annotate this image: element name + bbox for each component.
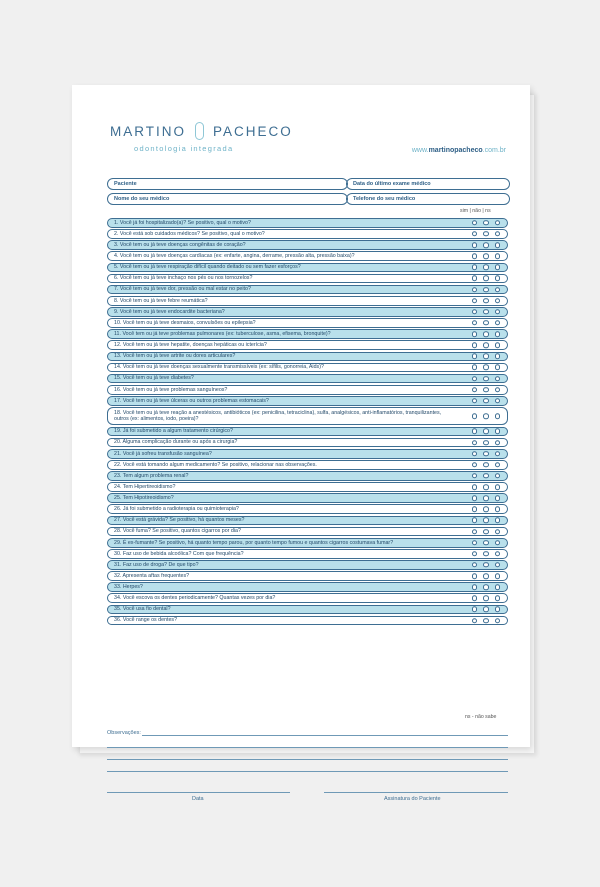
- website-prefix: www.: [411, 147, 429, 154]
- question-row: [107, 307, 508, 317]
- answer-options: [472, 287, 501, 293]
- sim-radio[interactable]: [472, 276, 478, 282]
- answer-options: [472, 440, 501, 446]
- nao-radio[interactable]: [483, 451, 489, 457]
- sim-radio[interactable]: [472, 551, 478, 557]
- nao-radio[interactable]: [483, 398, 489, 404]
- nao-radio[interactable]: [483, 342, 489, 348]
- ns-radio[interactable]: [495, 298, 501, 304]
- nao-radio[interactable]: [483, 298, 489, 304]
- question-text: 3. Você tem ou já teve doenças congênitas de coração?: [114, 241, 246, 248]
- sim-radio[interactable]: [472, 298, 478, 304]
- sim-radio[interactable]: [472, 387, 478, 393]
- ns-radio[interactable]: [495, 507, 501, 513]
- nao-radio[interactable]: [483, 484, 489, 490]
- question-row: [107, 274, 508, 284]
- question-row: [107, 374, 508, 384]
- answer-options: [472, 413, 501, 419]
- brand-name-right: PACHECO: [213, 123, 293, 139]
- question-text: 34. Você escova os dentes periodicamente? Quantas vezes por dia?: [114, 595, 276, 602]
- question-row: [107, 582, 508, 592]
- question-row: [107, 296, 508, 306]
- question-row: [107, 482, 508, 492]
- nao-radio[interactable]: [483, 265, 489, 271]
- answer-options: [472, 231, 501, 237]
- question-text: 25. Tem Hipotireoidismo?: [114, 495, 174, 501]
- answer-options: [472, 376, 501, 382]
- answer-options: [472, 618, 501, 624]
- nao-radio[interactable]: [483, 220, 489, 226]
- ns-radio[interactable]: [495, 376, 501, 382]
- question-text: 33. Herpes?: [114, 584, 143, 590]
- sim-radio[interactable]: [472, 287, 478, 293]
- answer-options: [472, 309, 501, 315]
- last-exam-label: Data do último exame médico: [353, 181, 431, 187]
- answer-options: [472, 398, 501, 404]
- sim-radio[interactable]: [472, 242, 478, 248]
- question-row: [107, 229, 508, 239]
- answer-options: [472, 529, 501, 535]
- question-text: 24. Tem Hipertireoidismo?: [114, 483, 176, 490]
- ns-radio[interactable]: [495, 429, 501, 435]
- observations-label: Observações:: [107, 730, 141, 736]
- answer-options: [472, 607, 501, 613]
- answer-options: [472, 276, 501, 282]
- doctor-name-field[interactable]: [107, 193, 348, 205]
- nao-radio[interactable]: [483, 354, 489, 360]
- question-text: 4. Você tem ou já teve doenças cardíacas (ex: enfarte, angina, derrame, pressão alta, pressão baixa)?: [114, 253, 355, 260]
- answer-options: [472, 451, 501, 457]
- question-text: 13. Você tem ou já teve artrite ou dores articulares?: [114, 353, 236, 360]
- ns-radio[interactable]: [495, 287, 501, 293]
- sim-radio[interactable]: [472, 462, 478, 468]
- question-row: [107, 616, 508, 626]
- nao-radio[interactable]: [483, 540, 489, 546]
- answer-column-headers: sim | não | ns: [460, 208, 491, 214]
- ns-radio[interactable]: [495, 484, 501, 490]
- question-row: [107, 471, 508, 481]
- sim-radio[interactable]: [472, 573, 478, 579]
- nao-radio[interactable]: [483, 365, 489, 371]
- nao-radio[interactable]: [483, 618, 489, 624]
- sim-radio[interactable]: [472, 495, 478, 501]
- answer-options: [472, 573, 501, 579]
- last-exam-field[interactable]: [346, 178, 510, 190]
- nao-radio[interactable]: [483, 253, 489, 259]
- nao-radio[interactable]: [483, 551, 489, 557]
- sim-radio[interactable]: [472, 413, 478, 419]
- question-text: 18. Você tem ou já teve reação a anestésicos, antibióticos (ex: penicilina, tetraciclina), sulfa, analgésicos, anti-inflamatórios, tranquilizantes, outros (ex: alimentos, iodo, poeira)?: [114, 409, 442, 423]
- nao-radio[interactable]: [483, 518, 489, 524]
- question-text: 16. Você tem ou já teve problemas sanguíneos?: [114, 386, 228, 393]
- question-text: 9. Você tem ou já teve endocardite bacteriana?: [114, 308, 225, 315]
- question-text: 2. Você está sob cuidados médicos? Se positivo, qual o motivo?: [114, 230, 265, 237]
- answer-options: [472, 484, 501, 490]
- answer-options: [472, 298, 501, 304]
- ns-radio[interactable]: [495, 413, 501, 419]
- sim-radio[interactable]: [472, 584, 478, 590]
- sim-radio[interactable]: [472, 484, 478, 490]
- nao-radio[interactable]: [483, 562, 489, 568]
- question-row: [107, 593, 508, 603]
- signature-label: Assinatura do Paciente: [384, 796, 441, 802]
- answer-options: [472, 220, 501, 226]
- nao-radio[interactable]: [483, 376, 489, 382]
- answer-options: [472, 551, 501, 557]
- question-row: [107, 407, 508, 425]
- question-row: [107, 329, 508, 339]
- nao-radio[interactable]: [483, 573, 489, 579]
- ns-radio[interactable]: [495, 584, 501, 590]
- website-domain: martinopacheco: [428, 147, 483, 154]
- sim-radio[interactable]: [472, 529, 478, 535]
- brand-tagline: odontologia integrada: [134, 144, 234, 153]
- question-row: [107, 538, 508, 548]
- nao-radio[interactable]: [483, 242, 489, 248]
- question-text: 7. Você tem ou já teve dor, pressão ou mal estar no peito?: [114, 286, 251, 293]
- doctor-phone-field[interactable]: [346, 193, 510, 205]
- question-text: 6. Você tem ou já teve inchaço nos pés ou nos tornozelos?: [114, 275, 253, 282]
- nao-radio[interactable]: [483, 507, 489, 513]
- answer-options: [472, 562, 501, 568]
- sim-radio[interactable]: [472, 220, 478, 226]
- ns-radio[interactable]: [495, 607, 501, 613]
- question-row: [107, 352, 508, 362]
- nao-radio[interactable]: [483, 495, 489, 501]
- ns-radio[interactable]: [495, 540, 501, 546]
- nao-radio[interactable]: [483, 387, 489, 393]
- ns-radio[interactable]: [495, 253, 501, 259]
- nao-radio[interactable]: [483, 413, 489, 419]
- nao-radio[interactable]: [483, 309, 489, 315]
- question-row: [107, 340, 508, 350]
- nao-radio[interactable]: [483, 331, 489, 337]
- patient-label: Paciente: [114, 181, 137, 187]
- form-sheet: [72, 85, 530, 802]
- question-text: 28. Você fuma? Se positivo, quantos cigarros por dia?: [114, 528, 241, 535]
- question-text: 35. Você usa fio dental?: [114, 606, 171, 613]
- brand-name-left: MARTINO: [110, 123, 187, 139]
- answer-options: [472, 429, 501, 435]
- answer-options: [472, 387, 501, 393]
- answer-options: [472, 342, 501, 348]
- brand-logo: [110, 122, 293, 140]
- question-text: 26. Já foi submetido a radioterapia ou quimioterapia?: [114, 506, 239, 513]
- sim-radio[interactable]: [472, 507, 478, 513]
- question-text: 10. Você tem ou já teve desmaios, convulsões ou epilepsia?: [114, 319, 256, 326]
- answer-options: [472, 242, 501, 248]
- nao-radio[interactable]: [483, 473, 489, 479]
- answer-options: [472, 518, 501, 524]
- sim-radio[interactable]: [472, 354, 478, 360]
- ns-radio[interactable]: [495, 529, 501, 535]
- sim-radio[interactable]: [472, 320, 478, 326]
- question-row: [107, 460, 508, 470]
- question-text: 23. Tem algum problema renal?: [114, 472, 189, 479]
- question-row: [107, 560, 508, 570]
- ns-radio[interactable]: [495, 551, 501, 557]
- answer-options: [472, 354, 501, 360]
- sim-radio[interactable]: [472, 342, 478, 348]
- ns-radio[interactable]: [495, 473, 501, 479]
- sim-radio[interactable]: [472, 398, 478, 404]
- logo-mark-icon: [195, 122, 204, 140]
- answer-options: [472, 473, 501, 479]
- sim-radio[interactable]: [472, 540, 478, 546]
- sim-radio[interactable]: [472, 429, 478, 435]
- nao-radio[interactable]: [483, 440, 489, 446]
- ns-radio[interactable]: [495, 309, 501, 315]
- nao-radio[interactable]: [483, 462, 489, 468]
- ns-radio[interactable]: [495, 231, 501, 237]
- nao-radio[interactable]: [483, 607, 489, 613]
- answer-options: [472, 265, 501, 271]
- question-text: 30. Faz uso de bebida alcoólica? Com que frequência?: [114, 550, 244, 557]
- sim-radio[interactable]: [472, 562, 478, 568]
- question-text: 22. Você está tomando algum medicamento? Se positivo, relacionar nas observações.: [114, 461, 317, 468]
- answer-options: [472, 584, 501, 590]
- sim-radio[interactable]: [472, 518, 478, 524]
- question-text: 29. É ex-fumante? Se positivo, há quanto tempo parou, por quanto tempo fumou e quantos cigarros costumava fumar?: [114, 539, 394, 546]
- question-row: [107, 396, 508, 406]
- ns-radio[interactable]: [495, 354, 501, 360]
- question-text: 31. Faz uso de droga? De que tipo?: [114, 561, 199, 568]
- question-text: 21. Você já sofreu transfusão sanguínea?: [114, 450, 212, 457]
- question-text: 36. Você range os dentes?: [114, 617, 178, 624]
- question-row: [107, 549, 508, 559]
- ns-radio[interactable]: [495, 342, 501, 348]
- question-row: [107, 516, 508, 526]
- sim-radio[interactable]: [472, 365, 478, 371]
- question-text: 15. Você tem ou já teve diabetes?: [114, 375, 194, 382]
- ns-radio[interactable]: [495, 462, 501, 468]
- doctor-name-label: Nome do seu médico: [114, 196, 170, 202]
- question-row: [107, 218, 508, 228]
- question-row: [107, 285, 508, 295]
- ns-radio[interactable]: [495, 562, 501, 568]
- legend-note: ns - não sabe: [465, 714, 497, 720]
- question-row: [107, 504, 508, 514]
- ns-radio[interactable]: [495, 518, 501, 524]
- website-suffix: .com.br: [482, 147, 506, 154]
- ns-radio[interactable]: [495, 596, 501, 602]
- sim-radio[interactable]: [472, 331, 478, 337]
- ns-radio[interactable]: [495, 387, 501, 393]
- sim-radio[interactable]: [472, 440, 478, 446]
- observations-line[interactable]: [142, 735, 508, 736]
- nao-radio[interactable]: [483, 276, 489, 282]
- ns-radio[interactable]: [495, 242, 501, 248]
- nao-radio[interactable]: [483, 529, 489, 535]
- sim-radio[interactable]: [472, 253, 478, 259]
- question-row: [107, 251, 508, 261]
- question-text: 19. Já foi submetido a algum tratamento cirúrgico?: [114, 428, 233, 435]
- nao-radio[interactable]: [483, 320, 489, 326]
- sim-radio[interactable]: [472, 607, 478, 613]
- answer-options: [472, 540, 501, 546]
- question-text: 20. Alguma complicação durante ou após a cirurgia?: [114, 439, 238, 446]
- date-signature-line[interactable]: [107, 792, 290, 793]
- question-text: 11. Você tem ou já teve problemas pulmonares (ex: tuberculose, asma, efisema, bronquite)?: [114, 330, 331, 337]
- sim-radio[interactable]: [472, 618, 478, 624]
- questions-list: [107, 218, 508, 627]
- question-text: 27. Você está grávida? Se positivo, há quantos meses?: [114, 517, 245, 524]
- question-text: 14. Você tem ou já teve doenças sexualmente transmissíveis (ex: sífilis, gonorreia, Aids)?: [114, 364, 324, 371]
- question-text: 12. Você tem ou já teve hepatite, doenças hepáticas ou icterícia?: [114, 342, 267, 349]
- nao-radio[interactable]: [483, 231, 489, 237]
- question-row: [107, 385, 508, 395]
- sim-radio[interactable]: [472, 231, 478, 237]
- observations-line[interactable]: [107, 759, 508, 760]
- nao-radio[interactable]: [483, 287, 489, 293]
- nao-radio[interactable]: [483, 596, 489, 602]
- sim-radio[interactable]: [472, 265, 478, 271]
- doctor-phone-label: Telefone do seu médico: [353, 196, 416, 202]
- ns-radio[interactable]: [495, 451, 501, 457]
- patient-signature-line[interactable]: [324, 792, 508, 793]
- question-text: 17. Você tem ou já teve úlceras ou outros problemas estomacais?: [114, 397, 269, 404]
- question-row: [107, 318, 508, 328]
- ns-radio[interactable]: [495, 365, 501, 371]
- answer-options: [472, 365, 501, 371]
- sim-radio[interactable]: [472, 596, 478, 602]
- patient-field[interactable]: [107, 178, 348, 190]
- sim-radio[interactable]: [472, 473, 478, 479]
- website-link[interactable]: [412, 147, 506, 154]
- ns-radio[interactable]: [495, 276, 501, 282]
- ns-radio[interactable]: [495, 398, 501, 404]
- question-text: 1. Você já foi hospitalizado(a)? Se positivo, qual o motivo?: [114, 219, 251, 226]
- answer-options: [472, 253, 501, 259]
- question-row: [107, 363, 508, 373]
- ns-radio[interactable]: [495, 573, 501, 579]
- question-row: [107, 605, 508, 615]
- ns-radio[interactable]: [495, 495, 501, 501]
- answer-options: [472, 320, 501, 326]
- answer-options: [472, 596, 501, 602]
- ns-radio[interactable]: [495, 618, 501, 624]
- question-row: [107, 449, 508, 459]
- question-row: [107, 527, 508, 537]
- question-row: [107, 493, 508, 503]
- question-row: [107, 240, 508, 250]
- ns-radio[interactable]: [495, 220, 501, 226]
- sim-radio[interactable]: [472, 376, 478, 382]
- question-text: 5. Você tem ou já teve respiração difícil quando deitado ou sem fazer esforços?: [114, 264, 301, 271]
- nao-radio[interactable]: [483, 429, 489, 435]
- question-text: 8. Você tem ou já teve febre reumática?: [114, 297, 208, 304]
- question-row: [107, 571, 508, 581]
- answer-options: [472, 462, 501, 468]
- ns-radio[interactable]: [495, 265, 501, 271]
- observations-line[interactable]: [107, 771, 508, 772]
- observations-line[interactable]: [107, 747, 508, 748]
- question-row: [107, 427, 508, 437]
- ns-radio[interactable]: [495, 320, 501, 326]
- answer-options: [472, 495, 501, 501]
- nao-radio[interactable]: [483, 584, 489, 590]
- ns-radio[interactable]: [495, 331, 501, 337]
- question-row: [107, 263, 508, 273]
- question-text: 32. Apresenta aftas frequentes?: [114, 572, 190, 579]
- question-row: [107, 438, 508, 448]
- sim-radio[interactable]: [472, 309, 478, 315]
- date-label: Data: [192, 796, 204, 802]
- answer-options: [472, 331, 501, 337]
- ns-radio[interactable]: [495, 440, 501, 446]
- answer-options: [472, 507, 501, 513]
- sim-radio[interactable]: [472, 451, 478, 457]
